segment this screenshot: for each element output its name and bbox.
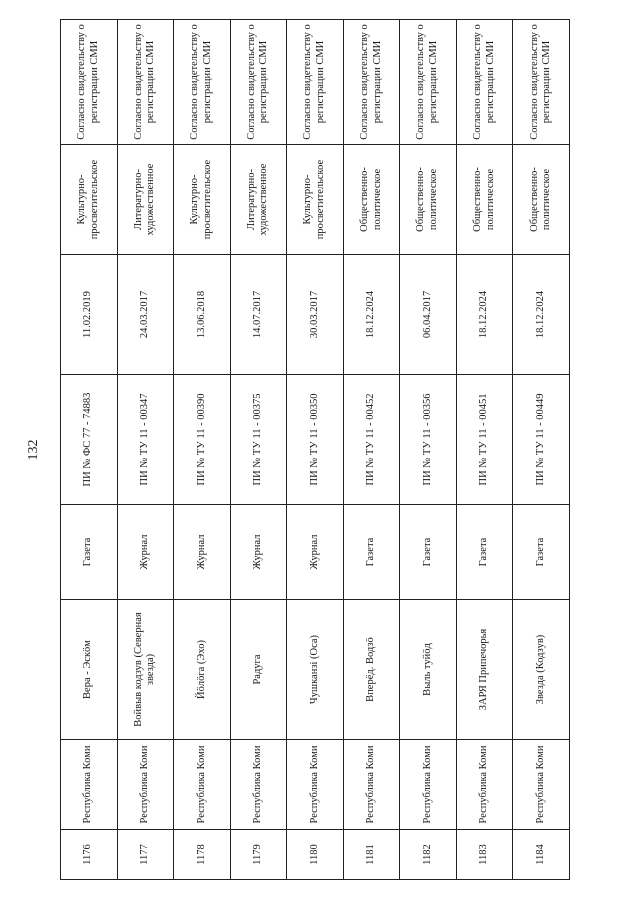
date-cell: 14.07.2017: [230, 255, 287, 375]
registration-number-cell: ПИ № ТУ 11 - 00390: [174, 375, 231, 505]
form-cell: Газета: [400, 505, 457, 600]
form-cell: Журнал: [287, 505, 344, 600]
registration-number-cell: ПИ № ФС 77 - 74883: [61, 375, 118, 505]
specialization-cell: Культурно-просветительское: [287, 145, 344, 255]
region-cell: Республика Коми: [343, 740, 400, 830]
registration-number-cell: ПИ № ТУ 11 - 00356: [400, 375, 457, 505]
row-number-cell: 1176: [61, 830, 118, 880]
rotated-table-wrapper: [60, 20, 570, 880]
title-cell: Вперёд. Водзö: [343, 600, 400, 740]
table-row: [117, 20, 174, 880]
note-cell: Согласно свидетельству о регистрации СМИ: [61, 20, 118, 145]
note-cell: Согласно свидетельству о регистрации СМИ: [287, 20, 344, 145]
region-cell: Республика Коми: [513, 740, 570, 830]
region-cell: Республика Коми: [400, 740, 457, 830]
date-cell: 11.02.2019: [61, 255, 118, 375]
table-row: [343, 20, 400, 880]
registration-number-cell: ПИ № ТУ 11 - 00452: [343, 375, 400, 505]
table-row: [230, 20, 287, 880]
form-cell: Газета: [343, 505, 400, 600]
row-number-cell: 1183: [456, 830, 513, 880]
date-cell: 18.12.2024: [513, 255, 570, 375]
registration-number-cell: ПИ № ТУ 11 - 00350: [287, 375, 344, 505]
note-cell: Согласно свидетельству о регистрации СМИ: [343, 20, 400, 145]
specialization-cell: Общественно-политическое: [513, 145, 570, 255]
table-row: [287, 20, 344, 880]
row-number-cell: 1182: [400, 830, 457, 880]
row-number-cell: 1180: [287, 830, 344, 880]
registration-number-cell: ПИ № ТУ 11 - 00451: [456, 375, 513, 505]
date-cell: 30.03.2017: [287, 255, 344, 375]
table-row: [174, 20, 231, 880]
page-number: 132: [26, 439, 41, 461]
form-cell: Газета: [513, 505, 570, 600]
date-cell: 18.12.2024: [343, 255, 400, 375]
title-cell: Звезда (Кодзув): [513, 600, 570, 740]
specialization-cell: Литературно-художественное: [230, 145, 287, 255]
note-cell: Согласно свидетельству о регистрации СМИ: [117, 20, 174, 145]
form-cell: Журнал: [174, 505, 231, 600]
title-cell: ЗАРЯ Припечорья: [456, 600, 513, 740]
specialization-cell: Общественно-политическое: [456, 145, 513, 255]
date-cell: 18.12.2024: [456, 255, 513, 375]
registration-number-cell: ПИ № ТУ 11 - 00449: [513, 375, 570, 505]
row-number-cell: 1177: [117, 830, 174, 880]
note-cell: Согласно свидетельству о регистрации СМИ: [456, 20, 513, 145]
row-number-cell: 1179: [230, 830, 287, 880]
table-row: [456, 20, 513, 880]
title-cell: Войвыв кодзув (Северная звезда): [117, 600, 174, 740]
note-cell: Согласно свидетельству о регистрации СМИ: [174, 20, 231, 145]
title-cell: Радуга: [230, 600, 287, 740]
registration-number-cell: ПИ № ТУ 11 - 00375: [230, 375, 287, 505]
table-body: [61, 20, 570, 880]
form-cell: Газета: [456, 505, 513, 600]
title-cell: Йöлöга (Эхо): [174, 600, 231, 740]
region-cell: Республика Коми: [174, 740, 231, 830]
title-cell: Выль туйöд: [400, 600, 457, 740]
specialization-cell: Общественно-политическое: [343, 145, 400, 255]
region-cell: Республика Коми: [117, 740, 174, 830]
title-cell: Вера - Эскöм: [61, 600, 118, 740]
specialization-cell: Культурно-просветительское: [174, 145, 231, 255]
registration-number-cell: ПИ № ТУ 11 - 00347: [117, 375, 174, 505]
date-cell: 24.03.2017: [117, 255, 174, 375]
note-cell: Согласно свидетельству о регистрации СМИ: [513, 20, 570, 145]
region-cell: Республика Коми: [456, 740, 513, 830]
date-cell: 06.04.2017: [400, 255, 457, 375]
specialization-cell: Литературно-художественное: [117, 145, 174, 255]
region-cell: Республика Коми: [61, 740, 118, 830]
form-cell: Газета: [61, 505, 118, 600]
form-cell: Журнал: [117, 505, 174, 600]
specialization-cell: Общественно-политическое: [400, 145, 457, 255]
title-cell: Чушканзi (Оса): [287, 600, 344, 740]
note-cell: Согласно свидетельству о регистрации СМИ: [230, 20, 287, 145]
specialization-cell: Культурно-просветительское: [61, 145, 118, 255]
registry-table: [60, 19, 570, 880]
region-cell: Республика Коми: [230, 740, 287, 830]
form-cell: Журнал: [230, 505, 287, 600]
table-row: [400, 20, 457, 880]
row-number-cell: 1184: [513, 830, 570, 880]
table-row: [513, 20, 570, 880]
region-cell: Республика Коми: [287, 740, 344, 830]
row-number-cell: 1181: [343, 830, 400, 880]
date-cell: 13.06.2018: [174, 255, 231, 375]
row-number-cell: 1178: [174, 830, 231, 880]
table-row: [61, 20, 118, 880]
note-cell: Согласно свидетельству о регистрации СМИ: [400, 20, 457, 145]
